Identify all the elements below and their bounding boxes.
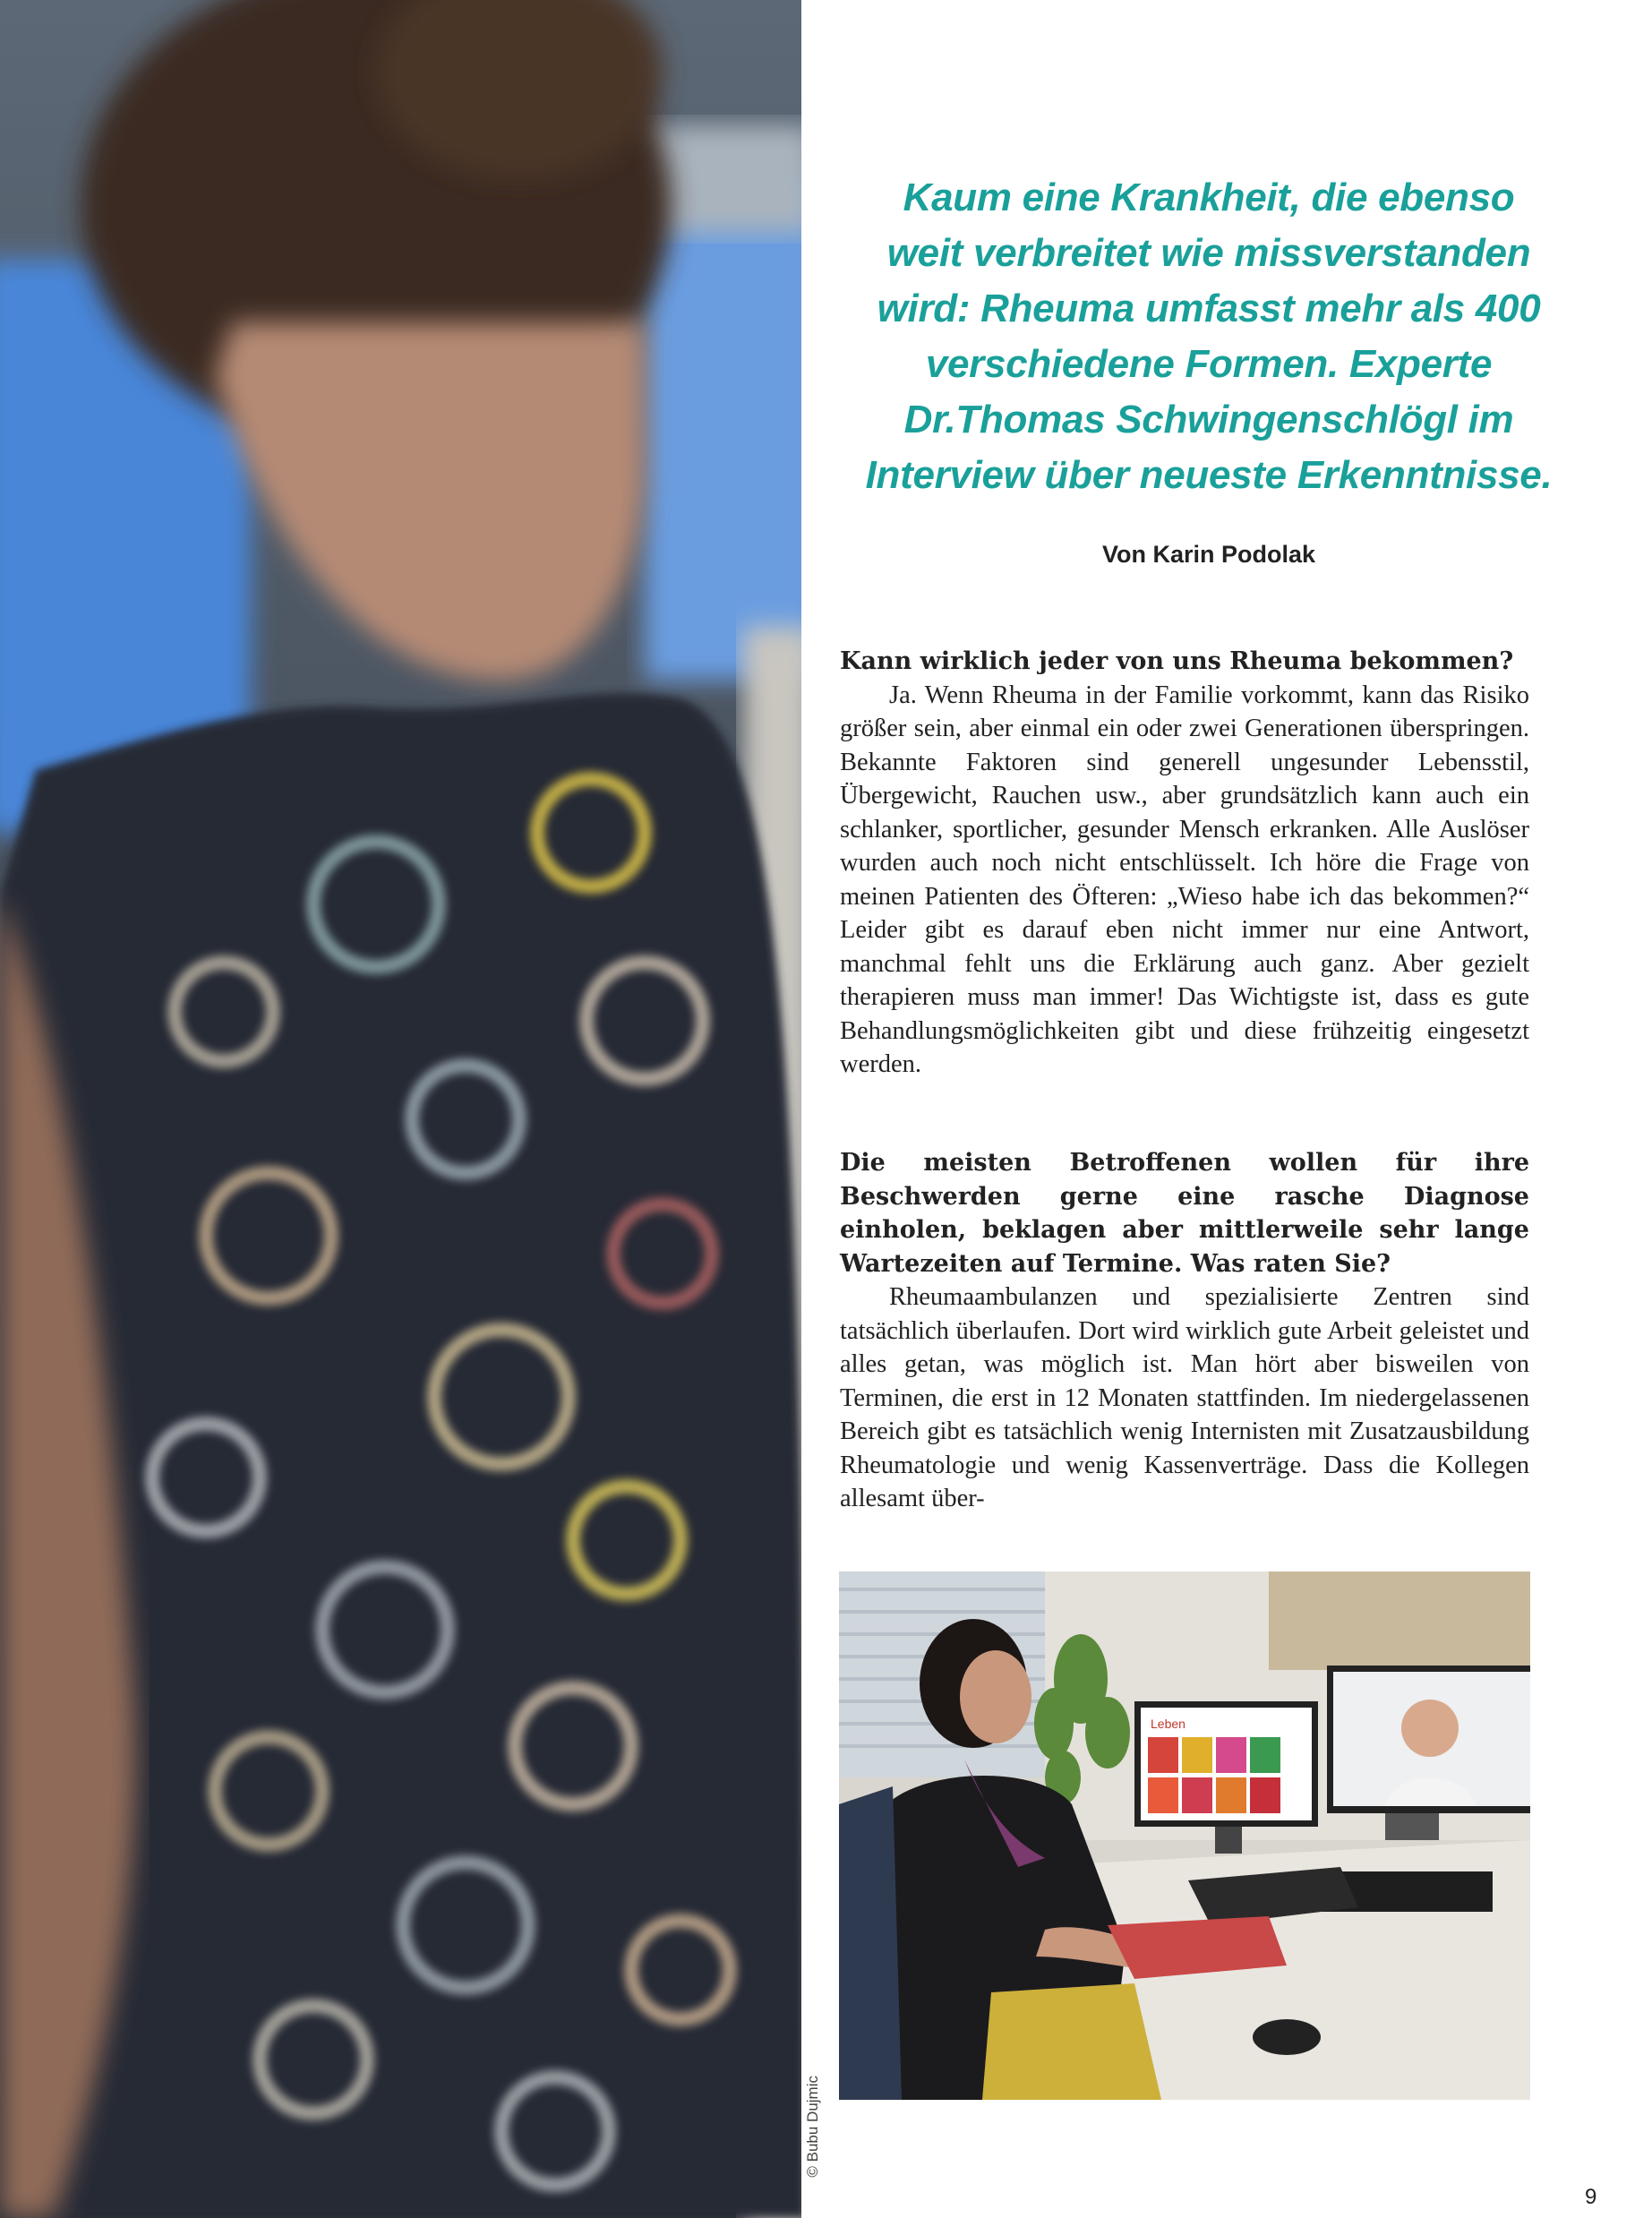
question-heading: Kann wirklich jeder von uns Rheuma bekommen?	[840, 647, 1514, 675]
article-section-2	[840, 1146, 1529, 1516]
answer-paragraph: Rheumaambulanzen und spezialisierte Zentren sind tatsächlich überlaufen. Dort wird wirklich gute Arbeit geleistet und alles getan, was möglich ist. Man hört aber bisweilen von Terminen, die erst in 12 Monaten stattfinden. Im niedergelassenen Bereich gibt es tatsächlich wenig Internisten mit Zusatzausbildung Rheumatologie und wenig Kassenverträge. Dass die Kollegen allesamt über-	[840, 1283, 1529, 1512]
lead-line: verschiedene Formen. Experte	[925, 342, 1493, 386]
lead-line: weit verbreitet wie missverstanden	[886, 231, 1531, 275]
answer-paragraph: Ja. Wenn Rheuma in der Familie vorkommt, kann das Risiko größer sein, aber einmal ein oder zwei Generationen überspringen. Bekannte Faktoren sind generell ungesunder Lebensstil, Übergewicht, Rauchen usw., aber grundsätzlich kann auch ein schlanker, sportlicher, gesunder Mensch erkranken. Alle Auslöser wurden auch noch nicht entschlüsselt. Ich höre die Frage von meinen Patienten des Öfteren: „Wieso habe ich das bekommen?“ Leider gibt es darauf eben nicht immer nur eine Antwort, manchmal fehlt uns die Erklärung auch ganz. Aber gezielt therapieren muss man immer! Das Wichtigste ist, dass es gute Behandlungsmöglichkeiten gibt und diese frühzeitig eingesetzt werden.	[840, 681, 1529, 1078]
lead-line: Kaum eine Krankheit, die ebenso	[903, 176, 1515, 219]
page-number: 9	[1585, 2185, 1597, 2209]
article-section-1	[840, 645, 1529, 1082]
hero-photo	[0, 0, 801, 2218]
byline: Von Karin Podolak	[1101, 541, 1316, 568]
lead-paragraph	[833, 170, 1585, 503]
lead-line: Dr.Thomas Schwingenschlögl im	[903, 398, 1514, 441]
article-photo-illustration	[839, 1571, 1530, 2100]
lead-line: wird: Rheuma umfasst mehr als 400	[877, 287, 1541, 330]
article-photo	[839, 1571, 1530, 2100]
monitor-left-text: Leben	[1151, 1717, 1186, 1731]
hero-photo-illustration	[0, 0, 801, 2218]
photo-credit-text: © Bubu Dujmic	[804, 2076, 821, 2178]
photo-credit	[804, 2076, 827, 2178]
lead-line: Interview über neueste Erkenntnisse.	[865, 453, 1553, 497]
question-heading: Die meisten Betroffenen wollen für ihre Beschwerden gerne eine rasche Diagnose einholen, beklagen aber mittlerweile sehr lange Wartezeiten auf Termine. Was raten Sie?	[840, 1149, 1529, 1278]
